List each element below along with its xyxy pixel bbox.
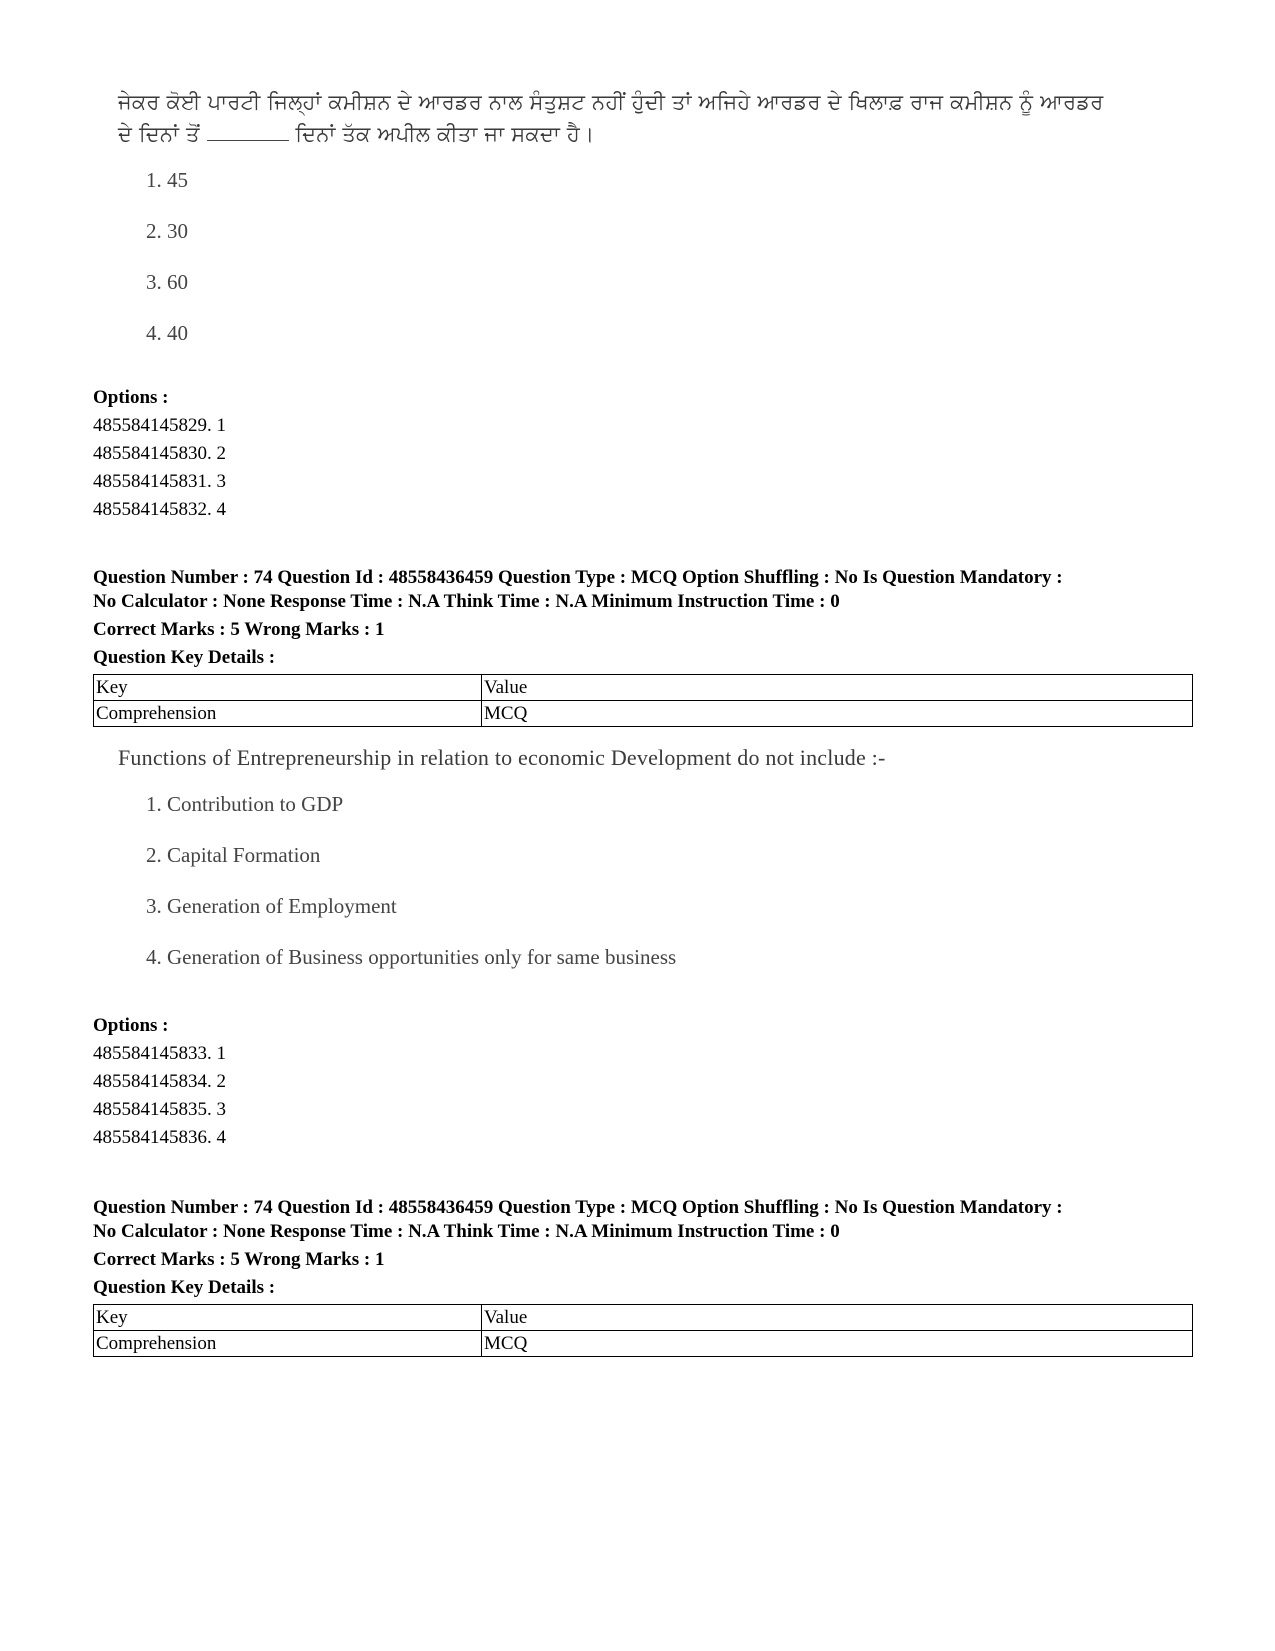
question-2-image	[118, 742, 1188, 969]
table-header-cell: Value	[482, 1305, 1193, 1331]
option-id: 485584145830. 2	[93, 443, 226, 464]
table-header-cell: Key	[94, 675, 482, 701]
question-2-options	[93, 1012, 1193, 1152]
option-id: 485584145834. 2	[93, 1071, 226, 1092]
table-row	[94, 701, 1193, 727]
key-details-table	[93, 1304, 1193, 1357]
question-2-choice: 4. Generation of Business opportunities only for same business	[146, 945, 677, 969]
question-2-text: Functions of Entrepreneurship in relation to economic Development do not include :-	[118, 745, 886, 770]
marks: Correct Marks : 5 Wrong Marks : 1	[93, 1249, 385, 1270]
question-1-text-part-a: ਦੇ ਦਿਨਾਂ ਤੋਂ	[118, 122, 200, 146]
question-1-choice: 1. 45	[146, 168, 188, 192]
option-id: 485584145835. 3	[93, 1099, 226, 1120]
options-label: Options :	[93, 1015, 169, 1036]
key-details-table	[93, 674, 1193, 727]
option-id: 485584145831. 3	[93, 471, 226, 492]
table-row	[94, 1331, 1193, 1357]
question-meta-line-1: Question Number : 74 Question Id : 48558436459 Question Type : MCQ Option Shuffling : No Is Question Mandatory :	[93, 567, 1063, 588]
table-cell: MCQ	[482, 1331, 1193, 1357]
question-meta-line-1: Question Number : 74 Question Id : 48558436459 Question Type : MCQ Option Shuffling : No Is Question Mandatory :	[93, 1197, 1063, 1218]
question-meta-line-2: No Calculator : None Response Time : N.A Think Time : N.A Minimum Instruction Time : 0	[93, 591, 840, 612]
question-2-choice: 2. Capital Formation	[146, 843, 321, 867]
table-header-row	[94, 1305, 1193, 1331]
question-1-choice: 3. 60	[146, 270, 188, 294]
key-details-label: Question Key Details :	[93, 647, 276, 668]
table-header-cell: Value	[482, 675, 1193, 701]
marks: Correct Marks : 5 Wrong Marks : 1	[93, 619, 385, 640]
question-meta-line-2: No Calculator : None Response Time : N.A Think Time : N.A Minimum Instruction Time : 0	[93, 1221, 840, 1242]
option-id: 485584145829. 1	[93, 415, 226, 436]
question-1-text-line-2	[118, 118, 1188, 150]
question-1-choice: 2. 30	[146, 219, 188, 243]
option-id: 485584145832. 4	[93, 499, 226, 520]
question-1-text-part-b: ਦਿਨਾਂ ਤੱਕ ਅਪੀਲ ਕੀਤਾ ਜਾ ਸਕਦਾ ਹੈ।	[295, 122, 595, 146]
option-id: 485584145833. 1	[93, 1043, 226, 1064]
table-header-row	[94, 675, 1193, 701]
question-1-choice: 4. 40	[146, 321, 188, 345]
question-2-meta	[93, 566, 1193, 727]
question-1-image	[118, 86, 1188, 345]
answer-blank	[207, 120, 289, 141]
table-cell: Comprehension	[94, 701, 482, 727]
question-3-meta	[93, 1196, 1193, 1357]
question-2-choice: 1. Contribution to GDP	[146, 792, 344, 816]
key-details-label: Question Key Details :	[93, 1277, 276, 1298]
question-1-options	[93, 384, 1193, 524]
options-label: Options :	[93, 387, 169, 408]
question-1-text	[118, 86, 1188, 150]
table-cell: MCQ	[482, 701, 1193, 727]
table-header-cell: Key	[94, 1305, 482, 1331]
option-id: 485584145836. 4	[93, 1127, 226, 1148]
table-cell: Comprehension	[94, 1331, 482, 1357]
question-2-choice: 3. Generation of Employment	[146, 894, 397, 918]
question-1-text-line-1: ਜੇਕਰ ਕੋਈ ਪਾਰਟੀ ਜਿਲ੍ਹਾਂ ਕਮੀਸ਼ਨ ਦੇ ਆਰਡਰ ਨਾਲ ਸੰਤੁਸ਼ਟ ਨਹੀਂ ਹੁੰਦੀ ਤਾਂ ਅਜਿਹੇ ਆਰਡਰ ਦੇ ਖਿਲਾਫ਼ ਰਾਜ ਕਮੀਸ਼ਨ ਨੂੰ ਆਰਡਰ	[118, 90, 1104, 114]
